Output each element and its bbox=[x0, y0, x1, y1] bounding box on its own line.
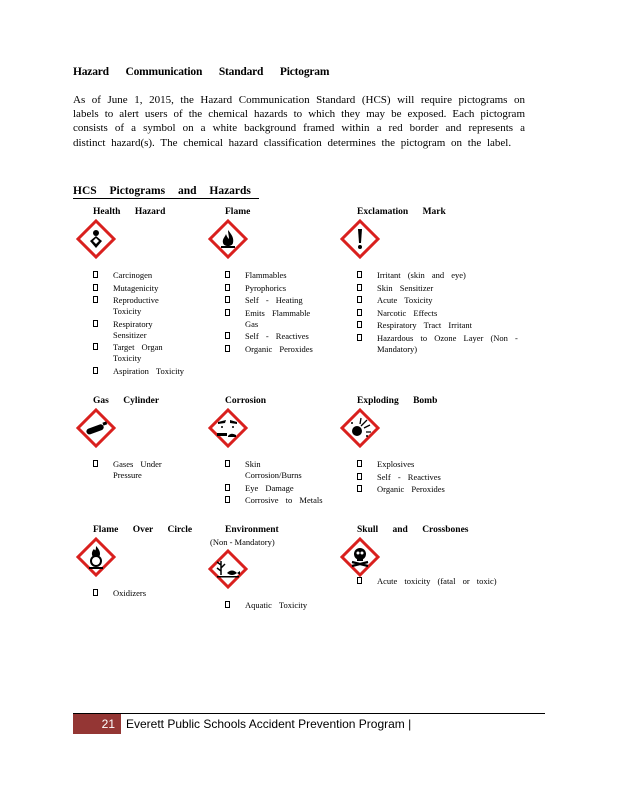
list-item: Mutagenicity bbox=[93, 283, 271, 294]
bullet-box-icon bbox=[357, 334, 362, 341]
list-item: Gases Under Pressure bbox=[93, 459, 271, 481]
list-item: Eye Damage bbox=[225, 483, 403, 494]
bullet-box-icon bbox=[225, 271, 230, 278]
bullet-box-icon bbox=[357, 473, 362, 480]
bullet-box-icon bbox=[225, 496, 230, 503]
bullet-box-icon bbox=[357, 271, 362, 278]
bullet-box-icon bbox=[93, 284, 98, 291]
bullet-box-icon bbox=[357, 321, 362, 328]
bullet-box-icon bbox=[93, 589, 98, 596]
list-item: Corrosive to Metals bbox=[225, 495, 403, 506]
list-item: Respiratory Tract Irritant bbox=[357, 320, 527, 331]
list-item: Acute Toxicity bbox=[357, 295, 527, 306]
gas-cylinder-icon bbox=[76, 408, 116, 448]
pictogram-card-exclamation-mark bbox=[357, 207, 537, 354]
pictogram-name: Flame bbox=[225, 207, 251, 217]
pictogram-name: Flame Over Circle bbox=[93, 525, 193, 535]
list-item: Self - Reactives bbox=[357, 472, 535, 483]
list-item: Skin Sensitizer bbox=[357, 283, 527, 294]
bullet-box-icon bbox=[225, 345, 230, 352]
pictogram-name: Exploding Bomb bbox=[357, 396, 438, 406]
list-item: Emits Flammable Gas bbox=[225, 308, 403, 330]
bullet-box-icon bbox=[225, 460, 230, 467]
bullet-box-icon bbox=[357, 309, 362, 316]
bullet-box-icon bbox=[225, 284, 230, 291]
health-hazard-icon bbox=[76, 219, 116, 259]
flame-icon bbox=[208, 219, 248, 259]
list-item: Pyrophorics bbox=[225, 283, 403, 294]
list-item: Oxidizers bbox=[93, 588, 271, 599]
bullet-box-icon bbox=[357, 296, 362, 303]
list-item: Target Organ Toxicity bbox=[93, 342, 271, 364]
list-item: Acute toxicity (fatal or toxic) bbox=[357, 576, 547, 587]
corrosion-icon bbox=[208, 408, 248, 448]
bullet-box-icon bbox=[225, 484, 230, 491]
list-item: Self - Reactives bbox=[225, 331, 403, 342]
pictogram-name: Skull and Crossbones bbox=[357, 525, 469, 535]
footer-text: Everett Public Schools Accident Prevention Program | bbox=[126, 717, 412, 731]
pictogram-card-skull-and-crossbones bbox=[357, 525, 537, 586]
bullet-box-icon bbox=[225, 332, 230, 339]
bullet-box-icon bbox=[357, 284, 362, 291]
list-item: Aspiration Toxicity bbox=[93, 366, 271, 377]
list-item: Organic Peroxides bbox=[225, 344, 403, 355]
intro-paragraph: As of June 1, 2015, the Hazard Communication Standard (HCS) will require pictograms on labels to alert users of the chemical hazards to which they may be exposed. Each pictogram consists of a symbol on a white background framed within a red border and represents a distinct hazard(s). The chemical hazard classification determines the pictogram on the label. bbox=[73, 94, 525, 149]
flame-over-circle-icon bbox=[76, 537, 116, 577]
page-number: 21 bbox=[73, 714, 121, 734]
pictogram-name: Corrosion bbox=[225, 396, 266, 406]
pictogram-name: Health Hazard bbox=[93, 207, 166, 217]
bullet-box-icon bbox=[225, 309, 230, 316]
page-title: Hazard Communication Standard Pictogram bbox=[73, 66, 330, 78]
bullet-box-icon bbox=[93, 367, 98, 374]
pictogram-note: (Non - Mandatory) bbox=[210, 537, 275, 547]
list-item: Explosives bbox=[357, 459, 535, 470]
bullet-box-icon bbox=[93, 271, 98, 278]
bullet-box-icon bbox=[93, 296, 98, 303]
list-item: Carcinogen bbox=[93, 270, 271, 281]
environment-icon bbox=[208, 549, 248, 589]
bullet-box-icon bbox=[93, 460, 98, 467]
exclamation-mark-icon bbox=[340, 219, 380, 259]
list-item: Aquatic Toxicity bbox=[225, 600, 403, 611]
bullet-box-icon bbox=[93, 320, 98, 327]
bullet-box-icon bbox=[225, 601, 230, 608]
pictogram-name: Environment bbox=[225, 525, 279, 535]
list-item: Reproductive Toxicity bbox=[93, 295, 271, 317]
bullet-box-icon bbox=[357, 485, 362, 492]
list-item: Hazardous to Ozone Layer (Non - Mandatory) bbox=[357, 333, 527, 355]
exploding-bomb-icon bbox=[340, 408, 380, 448]
list-item: Respiratory Sensitizer bbox=[93, 319, 271, 341]
pictogram-name: Gas Cylinder bbox=[93, 396, 160, 406]
list-item: Narcotic Effects bbox=[357, 308, 527, 319]
bullet-box-icon bbox=[225, 296, 230, 303]
list-item: Flammables bbox=[225, 270, 403, 281]
section-heading: HCS Pictograms and Hazards bbox=[73, 185, 259, 199]
list-item: Organic Peroxides bbox=[357, 484, 535, 495]
list-item: Self - Heating bbox=[225, 295, 403, 306]
pictogram-name: Exclamation Mark bbox=[357, 207, 446, 217]
list-item: Irritant (skin and eye) bbox=[357, 270, 527, 281]
bullet-box-icon bbox=[357, 460, 362, 467]
skull-and-crossbones-icon bbox=[340, 537, 380, 577]
pictogram-card-exploding-bomb bbox=[357, 396, 537, 494]
bullet-box-icon bbox=[357, 577, 362, 584]
list-item: Skin Corrosion/Burns bbox=[225, 459, 403, 481]
bullet-box-icon bbox=[93, 343, 98, 350]
